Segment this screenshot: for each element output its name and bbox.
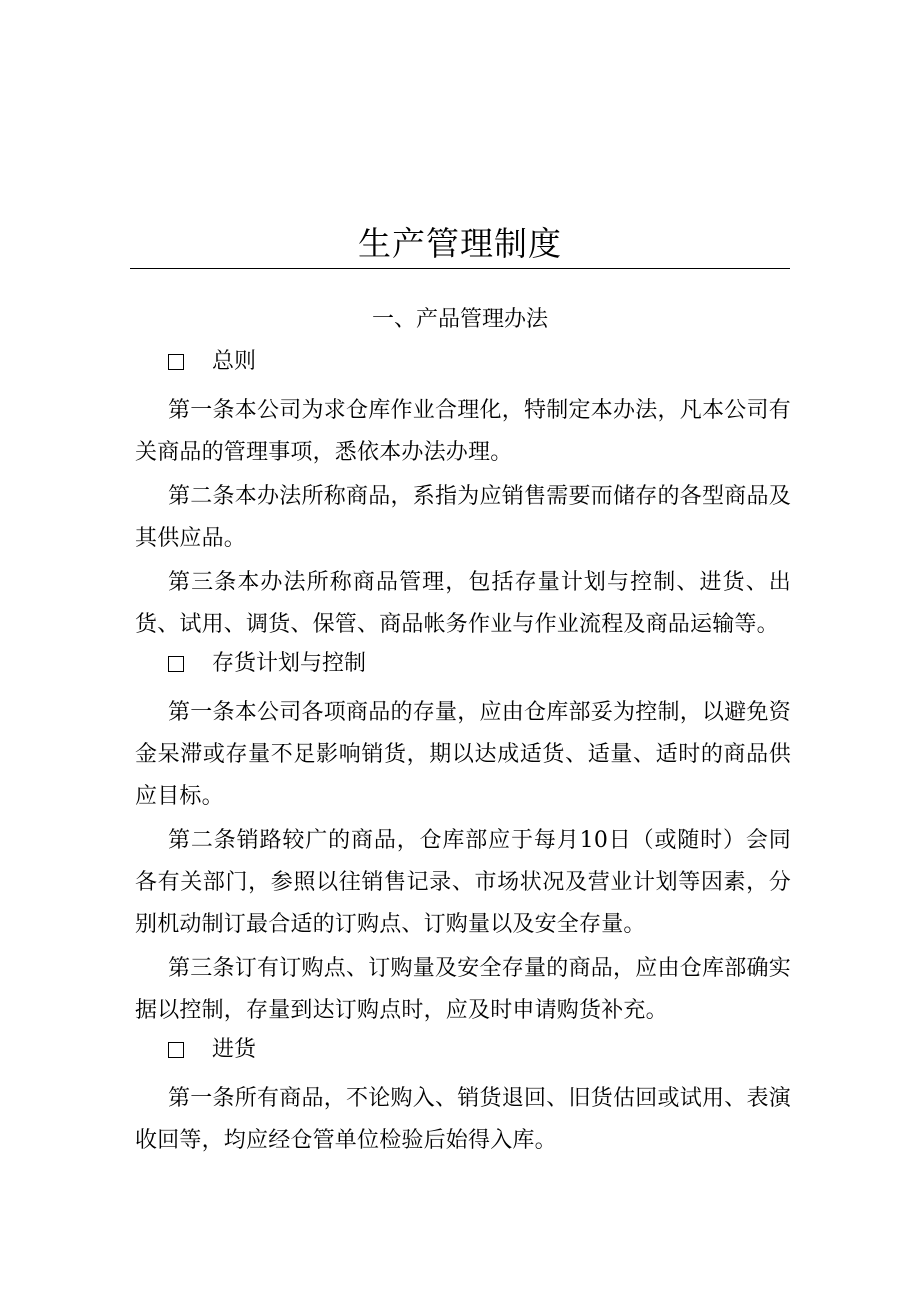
paragraph: 第三条本办法所称商品管理，包括存量计划与控制、进货、出货、试用、调货、保管、商品帐务作业与作业流程及商品运输等。 bbox=[135, 570, 791, 637]
paragraph: 第二条本办法所称商品，系指为应销售需要而储存的各型商品及其供应品。 bbox=[135, 484, 791, 551]
title-underline bbox=[130, 268, 790, 269]
checkbox-icon bbox=[168, 354, 184, 370]
section-heading: 一、产品管理办法 bbox=[371, 307, 548, 332]
subsection-heading-general bbox=[135, 346, 791, 378]
paragraph: 第一条本公司为求仓库作业合理化，特制定本办法，凡本公司有关商品的管理事项，悉依本办法办理。 bbox=[135, 398, 791, 465]
subsection-heading-inventory bbox=[135, 648, 791, 680]
paragraph: 第三条订有订购点、订购量及安全存量的商品，应由仓库部确实据以控制，存量到达订购点时，应及时申请购货补充。 bbox=[135, 956, 791, 1023]
document-title: 生产管理制度 bbox=[358, 224, 562, 263]
paragraph: 第一条所有商品，不论购入、销货退回、旧货估回或试用、表演收回等，均应经仓管单位检验后始得入库。 bbox=[135, 1086, 791, 1153]
paragraph: 第一条本公司各项商品的存量，应由仓库部妥为控制，以避免资金呆滞或存量不足影响销货，期以达成适货、适量、适时的商品供应目标。 bbox=[135, 700, 791, 809]
subsection-label: 总则 bbox=[212, 349, 257, 374]
subsection-label: 存货计划与控制 bbox=[212, 651, 367, 676]
document-body bbox=[135, 346, 791, 1164]
checkbox-icon bbox=[168, 1042, 184, 1058]
paragraph: 第二条销路较广的商品，仓库部应于每月10日（或随时）会同各有关部门，参照以往销售记录、市场状况及营业计划等因素，分别机动制订最合适的订购点、订购量以及安全存量。 bbox=[135, 828, 791, 937]
checkbox-icon bbox=[168, 656, 184, 672]
subsection-label: 进货 bbox=[212, 1037, 257, 1062]
subsection-heading-purchasing bbox=[135, 1034, 791, 1066]
